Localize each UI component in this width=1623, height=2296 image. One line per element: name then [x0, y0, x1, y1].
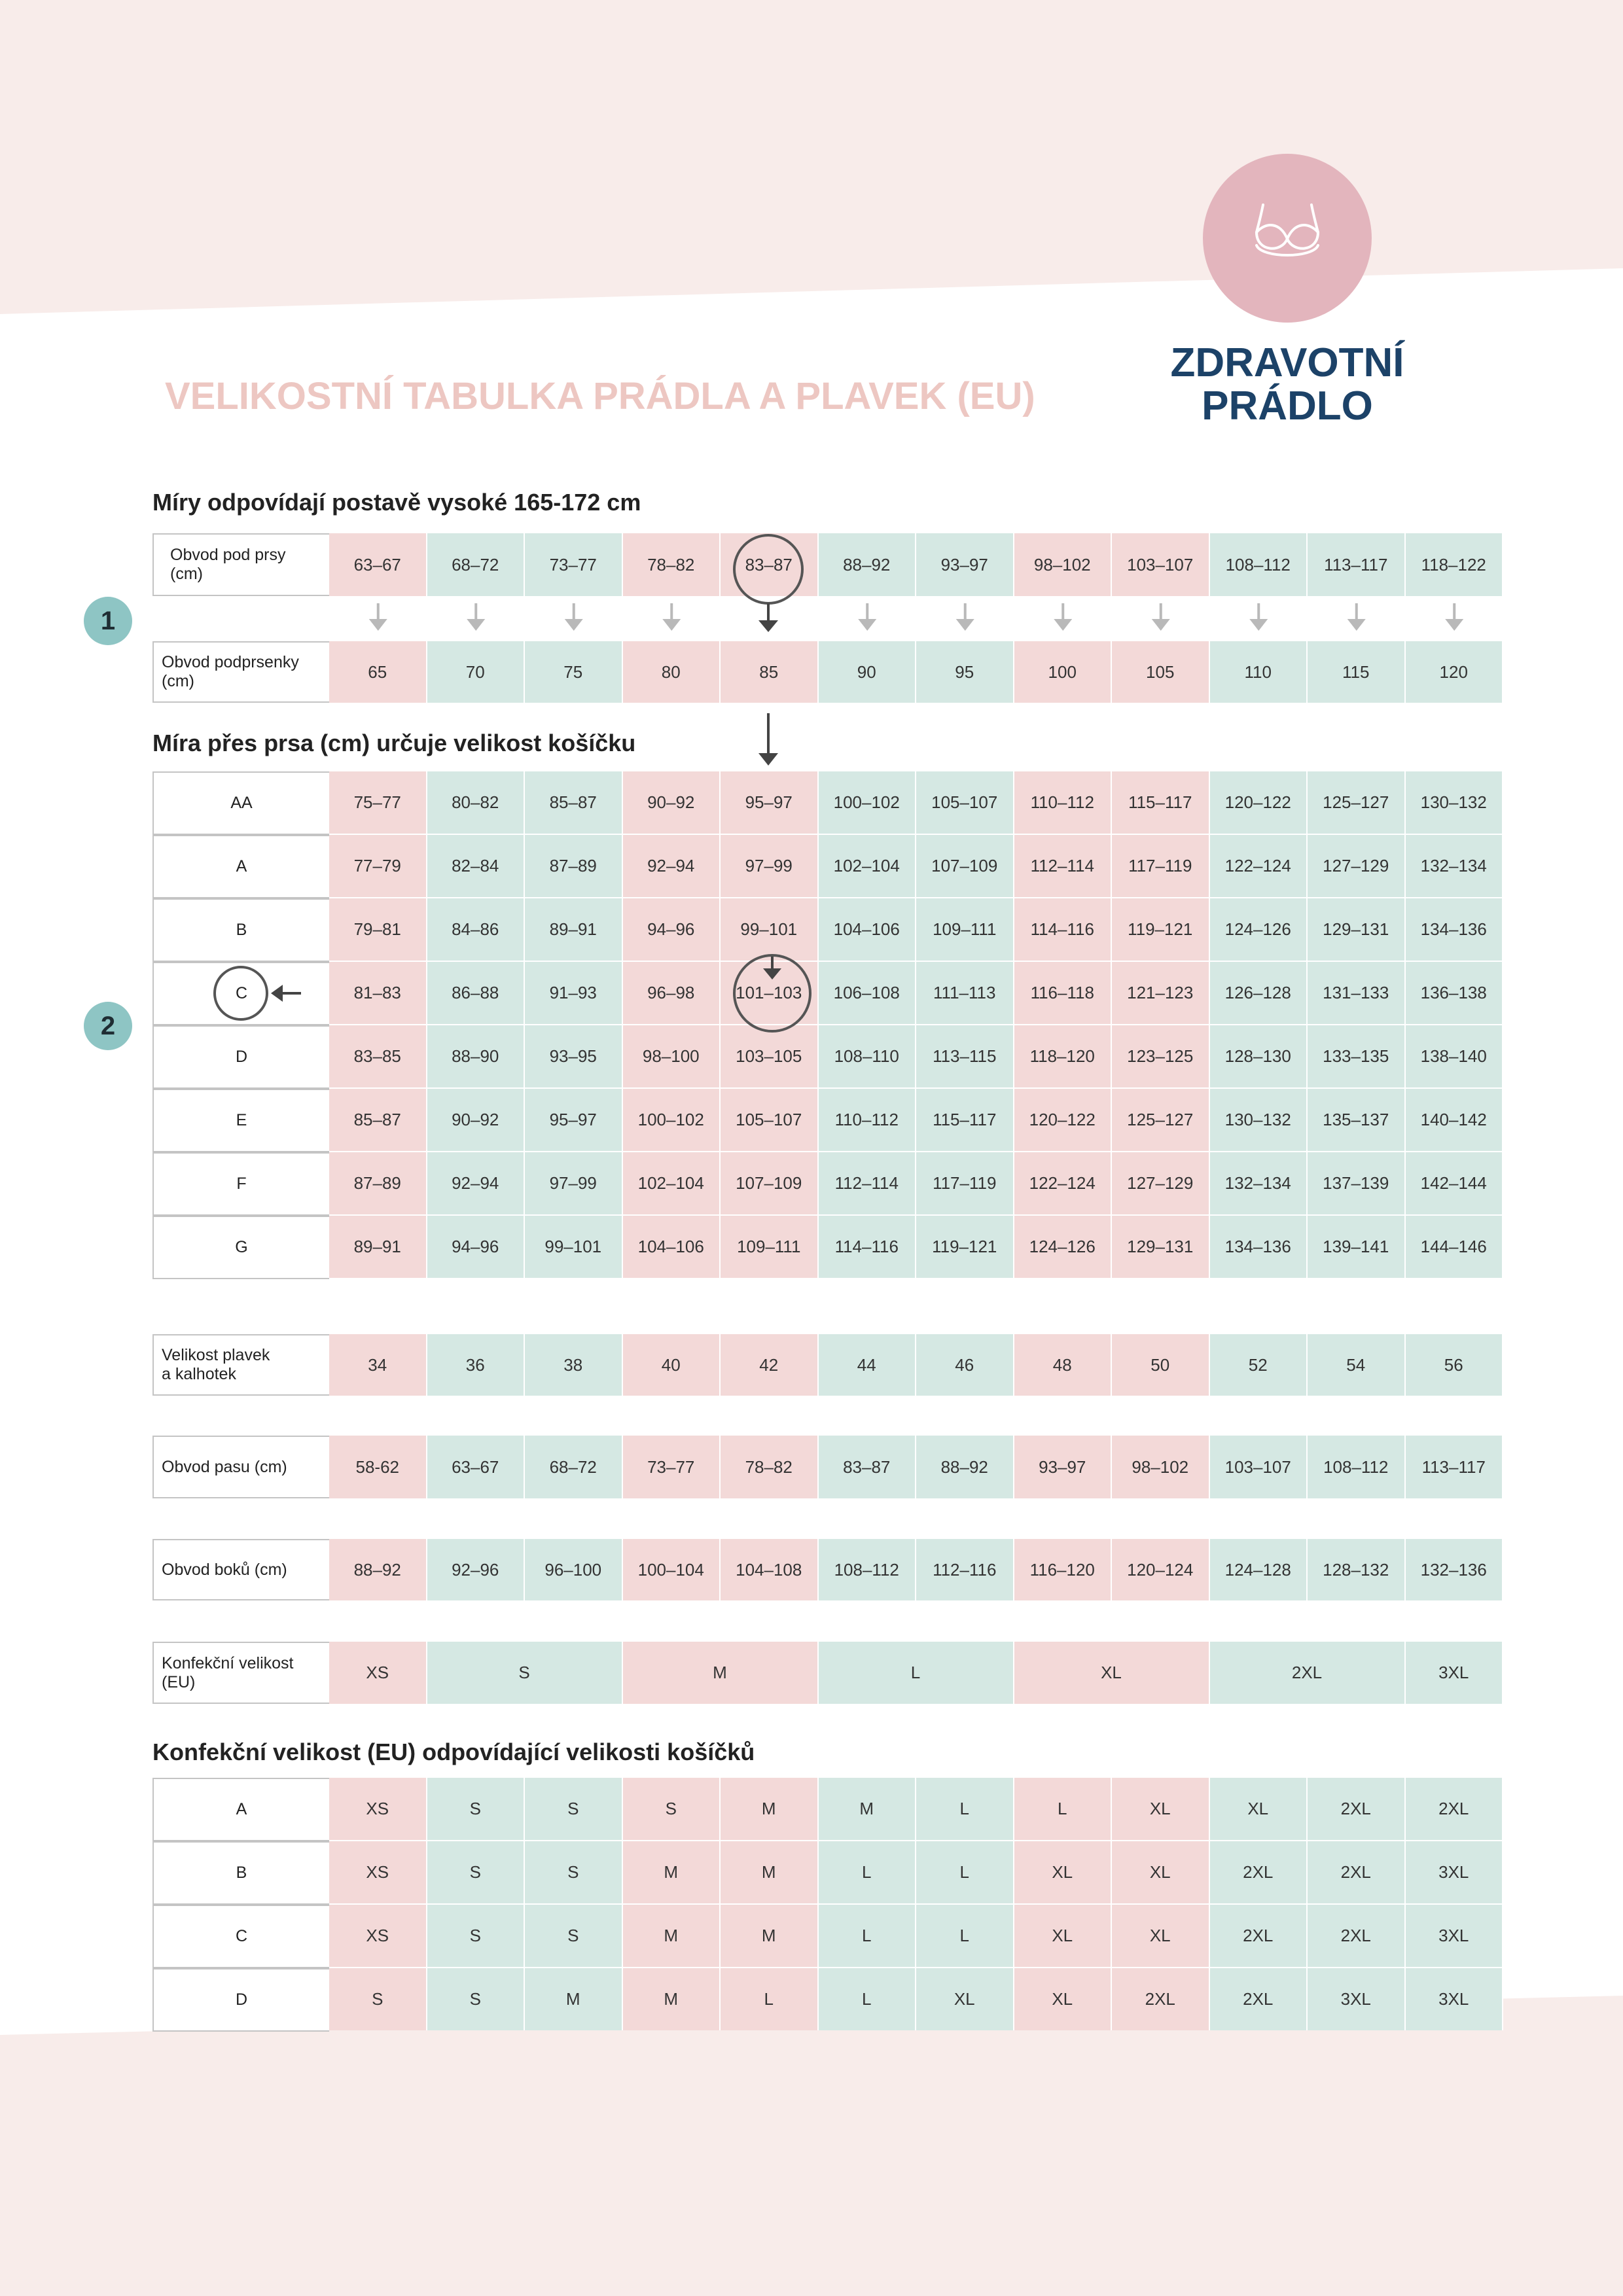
cup-value-cell: 128–130	[1210, 1025, 1308, 1087]
cup-label-e: E	[152, 1089, 329, 1152]
cup-value-cell: 136–138	[1406, 962, 1504, 1024]
cup-value-cell: 103–105	[721, 1025, 819, 1087]
band-cell: 70	[427, 641, 526, 703]
cup-value-cell: 109–111	[916, 898, 1014, 961]
cup-value-cell: 135–137	[1308, 1089, 1406, 1151]
cup-value-cell: 82–84	[427, 835, 526, 897]
cup-value-cell: 129–131	[1112, 1216, 1210, 1278]
cup-label-b: B	[152, 898, 329, 962]
hips-cell: 112–116	[916, 1539, 1014, 1600]
cup-value-cell: 115–117	[916, 1089, 1014, 1151]
konfekce-cell: XL	[1014, 1642, 1210, 1704]
cup-size-cell: 2XL	[1308, 1905, 1406, 1967]
cup-value-cell: 117–119	[916, 1152, 1014, 1214]
cup-size-cell: 2XL	[1210, 1968, 1308, 2030]
step-badge-1: 1	[84, 597, 132, 645]
cup-value-cell: 93–95	[525, 1025, 623, 1087]
cup-value-cell: 127–129	[1308, 835, 1406, 897]
cup-size-cell: 2XL	[1308, 1841, 1406, 1903]
hips-cell: 88–92	[329, 1539, 427, 1600]
band-cell: 105	[1112, 641, 1210, 703]
cup-size-cell: 3XL	[1406, 1841, 1504, 1903]
underbust-cell: 88–92	[819, 533, 917, 596]
cup-value-cell: 140–142	[1406, 1089, 1504, 1151]
section-heading-measures: Míry odpovídají postavě vysoké 165-172 cm	[152, 489, 641, 516]
cup-label-f: F	[152, 1152, 329, 1216]
underbust-cell: 108–112	[1210, 533, 1308, 596]
cup-value-cell: 90–92	[623, 771, 721, 834]
cup-value-cell: 110–112	[1014, 771, 1113, 834]
cup-size-label-d: D	[152, 1968, 329, 2032]
cup-size-cell: L	[819, 1968, 917, 2030]
cup-value-cell: 104–106	[623, 1216, 721, 1278]
cup-value-cell: 87–89	[525, 835, 623, 897]
hips-cell: 100–104	[623, 1539, 721, 1600]
cup-value-cell: 132–134	[1406, 835, 1504, 897]
cup-value-cell: 130–132	[1406, 771, 1504, 834]
cup-size-cell: XL	[1112, 1778, 1210, 1840]
cup-size-cell: XL	[1014, 1905, 1113, 1967]
cup-value-cell: 105–107	[916, 771, 1014, 834]
cup-value-cell: 106–108	[819, 962, 917, 1024]
cup-size-cell: S	[623, 1778, 721, 1840]
cup-size-cell: M	[623, 1968, 721, 2030]
cup-size-cell: S	[525, 1905, 623, 1967]
band-cell: 110	[1210, 641, 1308, 703]
cup-value-cell: 116–118	[1014, 962, 1113, 1024]
cup-size-cell: 2XL	[1210, 1905, 1308, 1967]
cup-value-cell: 84–86	[427, 898, 526, 961]
cup-value-cell: 138–140	[1406, 1025, 1504, 1087]
cup-size-cell: XS	[329, 1841, 427, 1903]
page-title: VELIKOSTNÍ TABULKA PRÁDLA A PLAVEK (EU)	[165, 375, 1035, 417]
konfekce-cell: S	[427, 1642, 623, 1704]
cup-value-cell: 75–77	[329, 771, 427, 834]
underbust-cell: 78–82	[623, 533, 721, 596]
cup-value-cell: 104–106	[819, 898, 917, 961]
cup-value-cell: 107–109	[916, 835, 1014, 897]
band-cell: 90	[819, 641, 917, 703]
cup-size-cell: S	[525, 1778, 623, 1840]
konfekce-cell: 3XL	[1406, 1642, 1504, 1704]
cup-size-cell: S	[329, 1968, 427, 2030]
waist-cell: 103–107	[1210, 1436, 1308, 1498]
cup-value-cell: 88–90	[427, 1025, 526, 1087]
waist-cell: 88–92	[916, 1436, 1014, 1498]
band-cell: 115	[1308, 641, 1406, 703]
cup-value-cell: 120–122	[1014, 1089, 1113, 1151]
bra-icon	[1203, 154, 1372, 323]
underbust-cell: 63–67	[329, 533, 427, 596]
cup-size-cell: L	[916, 1905, 1014, 1967]
row-label-konfekce: Konfekční velikost (EU)	[152, 1642, 329, 1704]
cup-value-cell: 102–104	[623, 1152, 721, 1214]
cup-value-cell: 129–131	[1308, 898, 1406, 961]
underbust-cell: 98–102	[1014, 533, 1113, 596]
cup-value-cell: 89–91	[525, 898, 623, 961]
cup-value-cell: 107–109	[721, 1152, 819, 1214]
band-cell: 80	[623, 641, 721, 703]
row-label-waist: Obvod pasu (cm)	[152, 1436, 329, 1498]
underbust-cell: 73–77	[525, 533, 623, 596]
swim-cell: 38	[525, 1334, 623, 1396]
konfekce-cell: 2XL	[1210, 1642, 1406, 1704]
waist-cell: 113–117	[1406, 1436, 1504, 1498]
konfekce-cell: XS	[329, 1642, 427, 1704]
cup-size-label-a: A	[152, 1778, 329, 1841]
cup-size-cell: 2XL	[1308, 1778, 1406, 1840]
cup-size-cell: M	[721, 1905, 819, 1967]
waist-cell: 73–77	[623, 1436, 721, 1498]
cup-size-cell: XS	[329, 1778, 427, 1840]
cup-size-cell: M	[525, 1968, 623, 2030]
cup-value-cell: 120–122	[1210, 771, 1308, 834]
swim-cell: 46	[916, 1334, 1014, 1396]
cup-value-cell: 94–96	[623, 898, 721, 961]
cup-size-cell: L	[916, 1778, 1014, 1840]
cup-value-cell: 115–117	[1112, 771, 1210, 834]
underbust-cell: 113–117	[1308, 533, 1406, 596]
cup-size-cell: L	[1014, 1778, 1113, 1840]
cup-value-cell: 131–133	[1308, 962, 1406, 1024]
underbust-cell: 103–107	[1112, 533, 1210, 596]
cup-value-cell: 137–139	[1308, 1152, 1406, 1214]
band-cell: 75	[525, 641, 623, 703]
swim-cell: 48	[1014, 1334, 1113, 1396]
cup-value-cell: 130–132	[1210, 1089, 1308, 1151]
cup-value-cell: 133–135	[1308, 1025, 1406, 1087]
cup-size-cell: S	[427, 1778, 526, 1840]
cup-size-cell: S	[427, 1905, 526, 1967]
hips-cell: 92–96	[427, 1539, 526, 1600]
swim-cell: 42	[721, 1334, 819, 1396]
cup-label-d: D	[152, 1025, 329, 1089]
cup-label-g: G	[152, 1216, 329, 1279]
cup-value-cell: 125–127	[1308, 771, 1406, 834]
cup-value-cell: 112–114	[1014, 835, 1113, 897]
cup-size-cell: M	[819, 1778, 917, 1840]
cup-value-cell: 99–101	[525, 1216, 623, 1278]
cup-size-cell: 3XL	[1406, 1968, 1504, 2030]
hips-cell: 128–132	[1308, 1539, 1406, 1600]
cup-size-cell: M	[623, 1905, 721, 1967]
cup-value-cell: 98–100	[623, 1025, 721, 1087]
cup-value-cell: 79–81	[329, 898, 427, 961]
cup-value-cell: 100–102	[623, 1089, 721, 1151]
hips-cell: 104–108	[721, 1539, 819, 1600]
cup-size-cell: XL	[1112, 1841, 1210, 1903]
cup-value-cell: 110–112	[819, 1089, 917, 1151]
underbust-cell: 93–97	[916, 533, 1014, 596]
cup-value-cell: 113–115	[916, 1025, 1014, 1087]
waist-cell: 78–82	[721, 1436, 819, 1498]
cup-size-cell: XL	[916, 1968, 1014, 2030]
row-label-underbust: Obvod pod prsy (cm)	[152, 533, 329, 596]
cup-size-cell: XL	[1014, 1968, 1113, 2030]
cup-size-cell: L	[819, 1905, 917, 1967]
konfekce-cell: M	[623, 1642, 819, 1704]
cup-value-cell: 124–126	[1014, 1216, 1113, 1278]
underbust-cell: 83–87	[721, 533, 819, 596]
hips-cell: 124–128	[1210, 1539, 1308, 1600]
swim-cell: 36	[427, 1334, 526, 1396]
hips-cell: 132–136	[1406, 1539, 1504, 1600]
row-label-band: Obvod podprsenky (cm)	[152, 641, 329, 703]
cup-value-cell: 126–128	[1210, 962, 1308, 1024]
cup-value-cell: 114–116	[1014, 898, 1113, 961]
cup-size-cell: M	[721, 1778, 819, 1840]
cup-value-cell: 96–98	[623, 962, 721, 1024]
cup-value-cell: 139–141	[1308, 1216, 1406, 1278]
cup-value-cell: 122–124	[1210, 835, 1308, 897]
waist-cell: 93–97	[1014, 1436, 1113, 1498]
cup-size-cell: XL	[1014, 1841, 1113, 1903]
cup-value-cell: 144–146	[1406, 1216, 1504, 1278]
cup-value-cell: 97–99	[525, 1152, 623, 1214]
cup-value-cell: 99–101	[721, 898, 819, 961]
cup-value-cell: 127–129	[1112, 1152, 1210, 1214]
cup-size-cell: XL	[1210, 1778, 1308, 1840]
band-cell: 95	[916, 641, 1014, 703]
band-cell: 85	[721, 641, 819, 703]
cup-value-cell: 134–136	[1210, 1216, 1308, 1278]
cup-value-cell: 95–97	[525, 1089, 623, 1151]
cup-size-cell: L	[721, 1968, 819, 2030]
cup-value-cell: 83–85	[329, 1025, 427, 1087]
step-badge-2: 2	[84, 1002, 132, 1050]
cup-value-cell: 117–119	[1112, 835, 1210, 897]
cup-value-cell: 89–91	[329, 1216, 427, 1278]
swim-cell: 44	[819, 1334, 917, 1396]
swim-cell: 52	[1210, 1334, 1308, 1396]
cup-size-cell: M	[623, 1841, 721, 1903]
cup-value-cell: 124–126	[1210, 898, 1308, 961]
cup-size-cell: M	[721, 1841, 819, 1903]
underbust-cell: 68–72	[427, 533, 526, 596]
cup-value-cell: 92–94	[427, 1152, 526, 1214]
cup-value-cell: 97–99	[721, 835, 819, 897]
cup-label-a: A	[152, 835, 329, 898]
waist-cell: 58-62	[329, 1436, 427, 1498]
cup-value-cell: 109–111	[721, 1216, 819, 1278]
cup-value-cell: 125–127	[1112, 1089, 1210, 1151]
waist-cell: 63–67	[427, 1436, 526, 1498]
cup-value-cell: 122–124	[1014, 1152, 1113, 1214]
row-label-hips: Obvod boků (cm)	[152, 1539, 329, 1600]
cup-size-cell: 3XL	[1308, 1968, 1406, 2030]
cup-value-cell: 85–87	[525, 771, 623, 834]
cup-size-cell: L	[819, 1841, 917, 1903]
cup-value-cell: 105–107	[721, 1089, 819, 1151]
brand-badge	[1203, 154, 1372, 323]
konfekce-cell: L	[819, 1642, 1014, 1704]
cup-size-label-b: B	[152, 1841, 329, 1905]
hips-cell: 108–112	[819, 1539, 917, 1600]
cup-value-cell: 132–134	[1210, 1152, 1308, 1214]
hips-cell: 116–120	[1014, 1539, 1113, 1600]
cup-value-cell: 86–88	[427, 962, 526, 1024]
brand-name: ZDRAVOTNÍ PRÁDLO	[1170, 340, 1404, 429]
band-cell: 120	[1406, 641, 1504, 703]
cup-value-cell: 81–83	[329, 962, 427, 1024]
hips-cell: 120–124	[1112, 1539, 1210, 1600]
cup-value-cell: 108–110	[819, 1025, 917, 1087]
cup-size-cell: S	[427, 1841, 526, 1903]
cup-value-cell: 121–123	[1112, 962, 1210, 1024]
swim-cell: 54	[1308, 1334, 1406, 1396]
cup-value-cell: 114–116	[819, 1216, 917, 1278]
waist-cell: 68–72	[525, 1436, 623, 1498]
band-cell: 65	[329, 641, 427, 703]
cup-size-label-c: C	[152, 1905, 329, 1968]
cup-value-cell: 91–93	[525, 962, 623, 1024]
cup-value-cell: 118–120	[1014, 1025, 1113, 1087]
cup-size-cell: XS	[329, 1905, 427, 1967]
cup-label-c: C	[152, 962, 329, 1025]
waist-cell: 108–112	[1308, 1436, 1406, 1498]
cup-value-cell: 95–97	[721, 771, 819, 834]
cup-value-cell: 87–89	[329, 1152, 427, 1214]
swim-cell: 50	[1112, 1334, 1210, 1396]
swim-cell: 40	[623, 1334, 721, 1396]
cup-size-cell: XL	[1112, 1905, 1210, 1967]
cup-size-cell: 3XL	[1406, 1905, 1504, 1967]
cup-value-cell: 102–104	[819, 835, 917, 897]
swim-cell: 56	[1406, 1334, 1504, 1396]
cup-value-cell: 92–94	[623, 835, 721, 897]
cup-value-cell: 134–136	[1406, 898, 1504, 961]
cup-value-cell: 85–87	[329, 1089, 427, 1151]
underbust-cell: 118–122	[1406, 533, 1504, 596]
cup-value-cell: 119–121	[916, 1216, 1014, 1278]
cup-size-cell: 2XL	[1406, 1778, 1504, 1840]
cup-value-cell: 100–102	[819, 771, 917, 834]
cup-value-cell: 119–121	[1112, 898, 1210, 961]
waist-cell: 83–87	[819, 1436, 917, 1498]
cup-size-cell: L	[916, 1841, 1014, 1903]
cup-value-cell: 94–96	[427, 1216, 526, 1278]
hips-cell: 96–100	[525, 1539, 623, 1600]
cup-value-cell: 90–92	[427, 1089, 526, 1151]
cup-label-aa: AA	[152, 771, 329, 835]
waist-cell: 98–102	[1112, 1436, 1210, 1498]
cup-value-cell: 77–79	[329, 835, 427, 897]
band-cell: 100	[1014, 641, 1113, 703]
swim-cell: 34	[329, 1334, 427, 1396]
cup-value-cell: 111–113	[916, 962, 1014, 1024]
row-label-swim: Velikost plavek a kalhotek	[152, 1334, 329, 1396]
cup-value-cell: 123–125	[1112, 1025, 1210, 1087]
cup-value-cell: 112–114	[819, 1152, 917, 1214]
cup-value-cell: 142–144	[1406, 1152, 1504, 1214]
cup-value-cell: 101–103	[721, 962, 819, 1024]
section-heading-konfekce: Konfekční velikost (EU) odpovídající velikosti košíčků	[152, 1739, 755, 1765]
section-heading-cup: Míra přes prsa (cm) určuje velikost košíčku	[152, 730, 636, 756]
cup-size-cell: S	[427, 1968, 526, 2030]
cup-size-cell: 2XL	[1112, 1968, 1210, 2030]
cup-value-cell: 80–82	[427, 771, 526, 834]
cup-size-cell: 2XL	[1210, 1841, 1308, 1903]
cup-size-cell: S	[525, 1841, 623, 1903]
